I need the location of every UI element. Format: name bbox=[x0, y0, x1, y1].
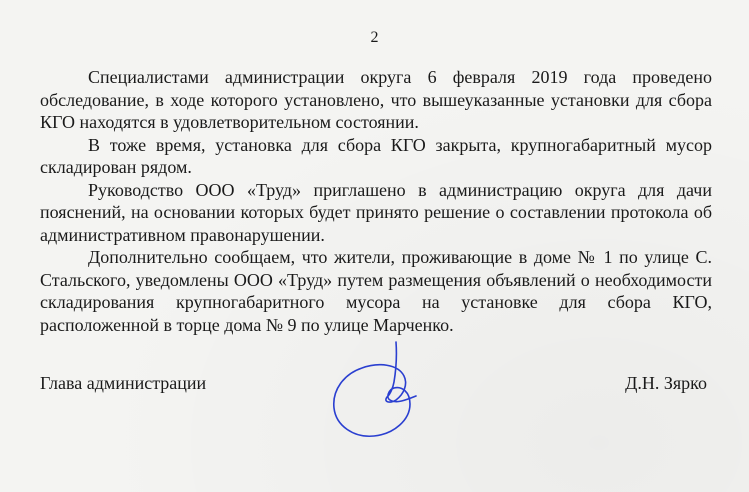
signatory-name: Д.Н. Зярко bbox=[625, 373, 707, 393]
paragraph-invitation: Руководство ООО «Труд» приглашено в администрацию округа для дачи пояснений, на основании которых будет принято решение о составлении протокола об административном правонарушении. bbox=[40, 179, 712, 245]
paragraph-closed-unit: В тоже время, установка для сбора КГО закрыта, крупногабаритный мусор складирован рядом. bbox=[40, 134, 712, 177]
letter-body bbox=[40, 66, 712, 336]
page-number: 2 bbox=[370, 29, 379, 46]
paragraph-residents-notice: Дополнительно сообщаем, что жители, проживающие в доме № 1 по улице С. Стальского, уведомлены ООО «Труд» путем размещения объявлений о необходимости складирования крупногабаритного мусора на установке для сбора КГО, расположенной в торце дома № 9 по улице Марченко. bbox=[40, 247, 712, 335]
handwritten-signature bbox=[318, 338, 428, 448]
signatory-position: Глава администрации bbox=[40, 373, 207, 393]
paragraph-inspection: Специалистами администрации округа 6 февраля 2019 года проведено обследование, в ходе которого установлено, что вышеуказанные установки для сбора КГО находятся в удовлетворительном состоянии. bbox=[40, 67, 712, 132]
